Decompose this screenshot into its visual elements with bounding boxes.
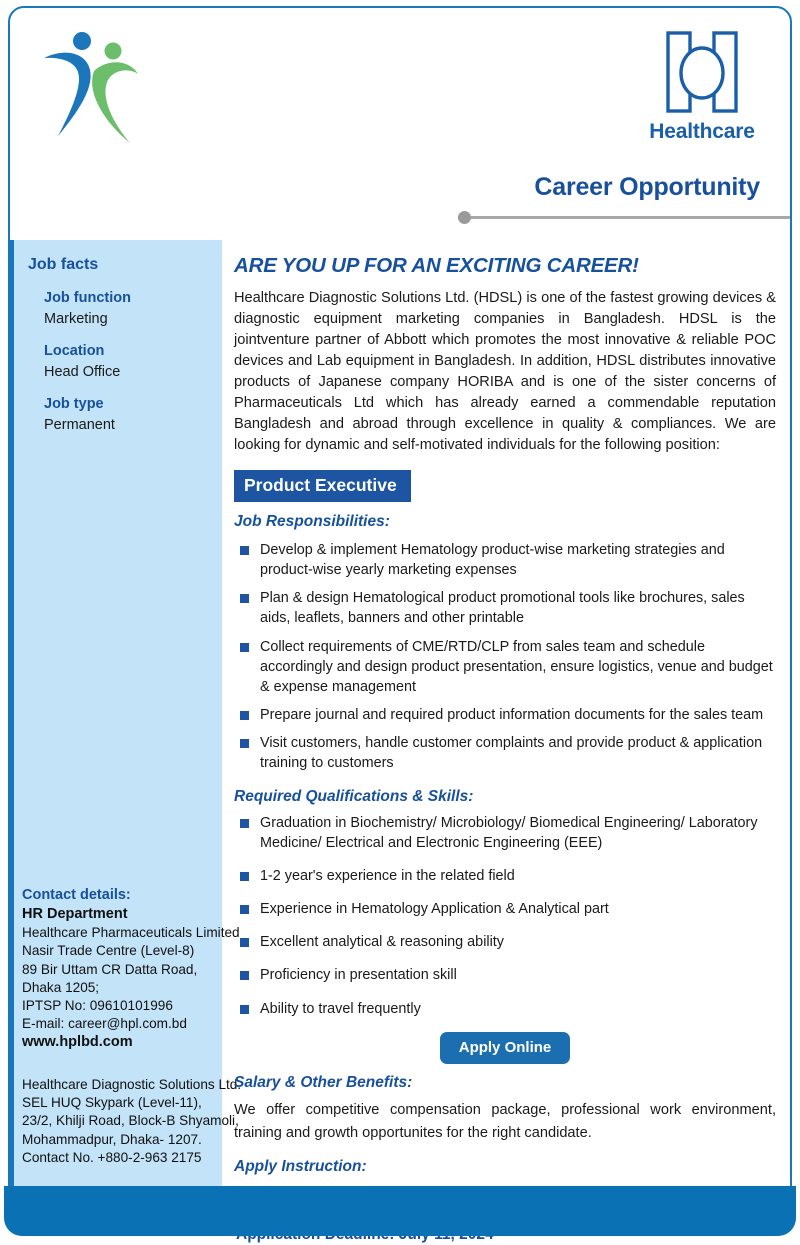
company-figures-logo-icon (34, 26, 174, 146)
contact-line: Nasir Trade Centre (Level-8) (22, 943, 195, 959)
job-fact-value: Marketing (44, 311, 108, 328)
healthcare-h-mark-icon (660, 28, 744, 118)
contact-line: 89 Bir Uttam CR Datta Road, (22, 961, 198, 977)
contact-phone: IPTSP No: 09610101996 (22, 998, 173, 1014)
header-divider-rule (458, 216, 790, 219)
contact-line: Mohammadpur, Dhaka- 1207. (22, 1131, 202, 1147)
contact-phone: Contact No. +880-2-963 2175 (22, 1149, 202, 1165)
contact-department: HR Department (22, 906, 128, 923)
list-item: Experience in Hematology Application & Analytical part (234, 899, 776, 919)
footer-bar (4, 1190, 796, 1236)
company-intro-paragraph: Healthcare Diagnostic Solutions Ltd. (HDSL) is one of the fastest growing devices & diagnostic equipment marketing companies in Bangladesh. HDSL is the jointventure partner of Abbott which promotes the most innovative & reliable POC devices and Lab equipment in Bangladesh. In addition, HDSL distributes innovative products of Japanese company HORIBA and is one of the sister concerns of Pharmaceuticals Ltd which has already earned a commendable reputation Bangladesh and abroad through excellence in quality & compliances. We are looking for dynamic and self-motivated individuals for the following position: (234, 290, 776, 453)
contact-line: 23/2, Khilji Road, Block-B Shyamoli, (22, 1113, 239, 1129)
job-responsibilities-list (234, 540, 776, 774)
list-item: Visit customers, handle customer complaints and provide product & application training to customers (234, 733, 776, 773)
list-item: Prepare journal and required product information documents for the sales team (234, 705, 776, 725)
contact-line: SEL HUQ Skypark (Level-11), (22, 1095, 202, 1111)
apply-online-button[interactable]: Apply Online (440, 1032, 571, 1064)
header-divider-dot-icon (458, 211, 471, 224)
required-qualifications-heading: Required Qualifications & Skills: (234, 787, 474, 805)
job-fact-location (14, 341, 222, 383)
job-fact-value: Head Office (44, 364, 121, 381)
position-title-badge: Product Executive (234, 470, 411, 502)
job-fact-value: Permanent (44, 417, 115, 434)
list-item: Excellent analytical & reasoning ability (234, 932, 776, 952)
contact-line: Healthcare Pharmaceuticals Limited (22, 925, 240, 941)
job-fact-label: Job function (44, 290, 131, 306)
contact-email[interactable]: E-mail: career@hpl.com.bd (22, 1016, 187, 1032)
healthcare-wordmark: Healthcare (649, 120, 755, 143)
job-responsibilities-heading: Job Responsibilities: (234, 513, 390, 530)
contact-details-heading: Contact details: (22, 887, 131, 903)
list-item: Ability to travel frequently (234, 999, 776, 1019)
poster-card (8, 6, 792, 1209)
job-fact-type (14, 394, 222, 436)
career-opportunity-title: Career Opportunity (534, 173, 760, 201)
job-details-main (222, 240, 790, 1207)
poster-body (10, 240, 790, 1207)
apply-button-wrapper (234, 1032, 776, 1064)
job-fact-label: Location (44, 343, 105, 360)
job-facts-title: Job facts (28, 256, 99, 273)
list-item: Proficiency in presentation skill (234, 965, 776, 985)
salary-benefits-text: We offer competitive compensation package, professional work environment, training and growth opportunites for the right candidate. (234, 1101, 776, 1142)
healthcare-logo (632, 28, 772, 144)
required-qualifications-list (234, 813, 776, 1019)
list-item: Collect requirements of CME/RTD/CLP from sales team and schedule accordingly and design product presentation, ensure logistics, venue and budget & expense management (234, 637, 776, 697)
list-item: Develop & implement Hematology product-wise marketing strategies and product-wise yearly marketing expenses (234, 540, 776, 580)
list-item: 1-2 year's experience in the related field (234, 866, 776, 886)
poster-header (10, 8, 790, 240)
contact-details-block (22, 886, 240, 1053)
job-fact-label: Job type (44, 396, 104, 413)
secondary-contact-block (22, 1076, 242, 1167)
contact-line: Healthcare Diagnostic Solutions Ltd. (22, 1077, 242, 1092)
contact-website[interactable]: www.hplbd.com (22, 1034, 133, 1051)
main-heading: ARE YOU UP FOR AN EXCITING CAREER! (234, 254, 639, 277)
job-facts-sidebar (10, 240, 242, 1207)
job-fact-function (14, 288, 222, 330)
salary-benefits-heading: Salary & Other Benefits: (234, 1073, 413, 1091)
list-item: Graduation in Biochemistry/ Microbiology/ Biomedical Engineering/ Laboratory Medicine/ Electrical and Electronic Engineering (EEE) (234, 813, 776, 853)
contact-line: Dhaka 1205; (22, 979, 100, 995)
apply-instruction-heading: Apply Instruction: (234, 1157, 367, 1175)
list-item: Plan & design Hematological product promotional tools like brochures, sales aids, leaflets, banners and other printable (234, 588, 776, 628)
